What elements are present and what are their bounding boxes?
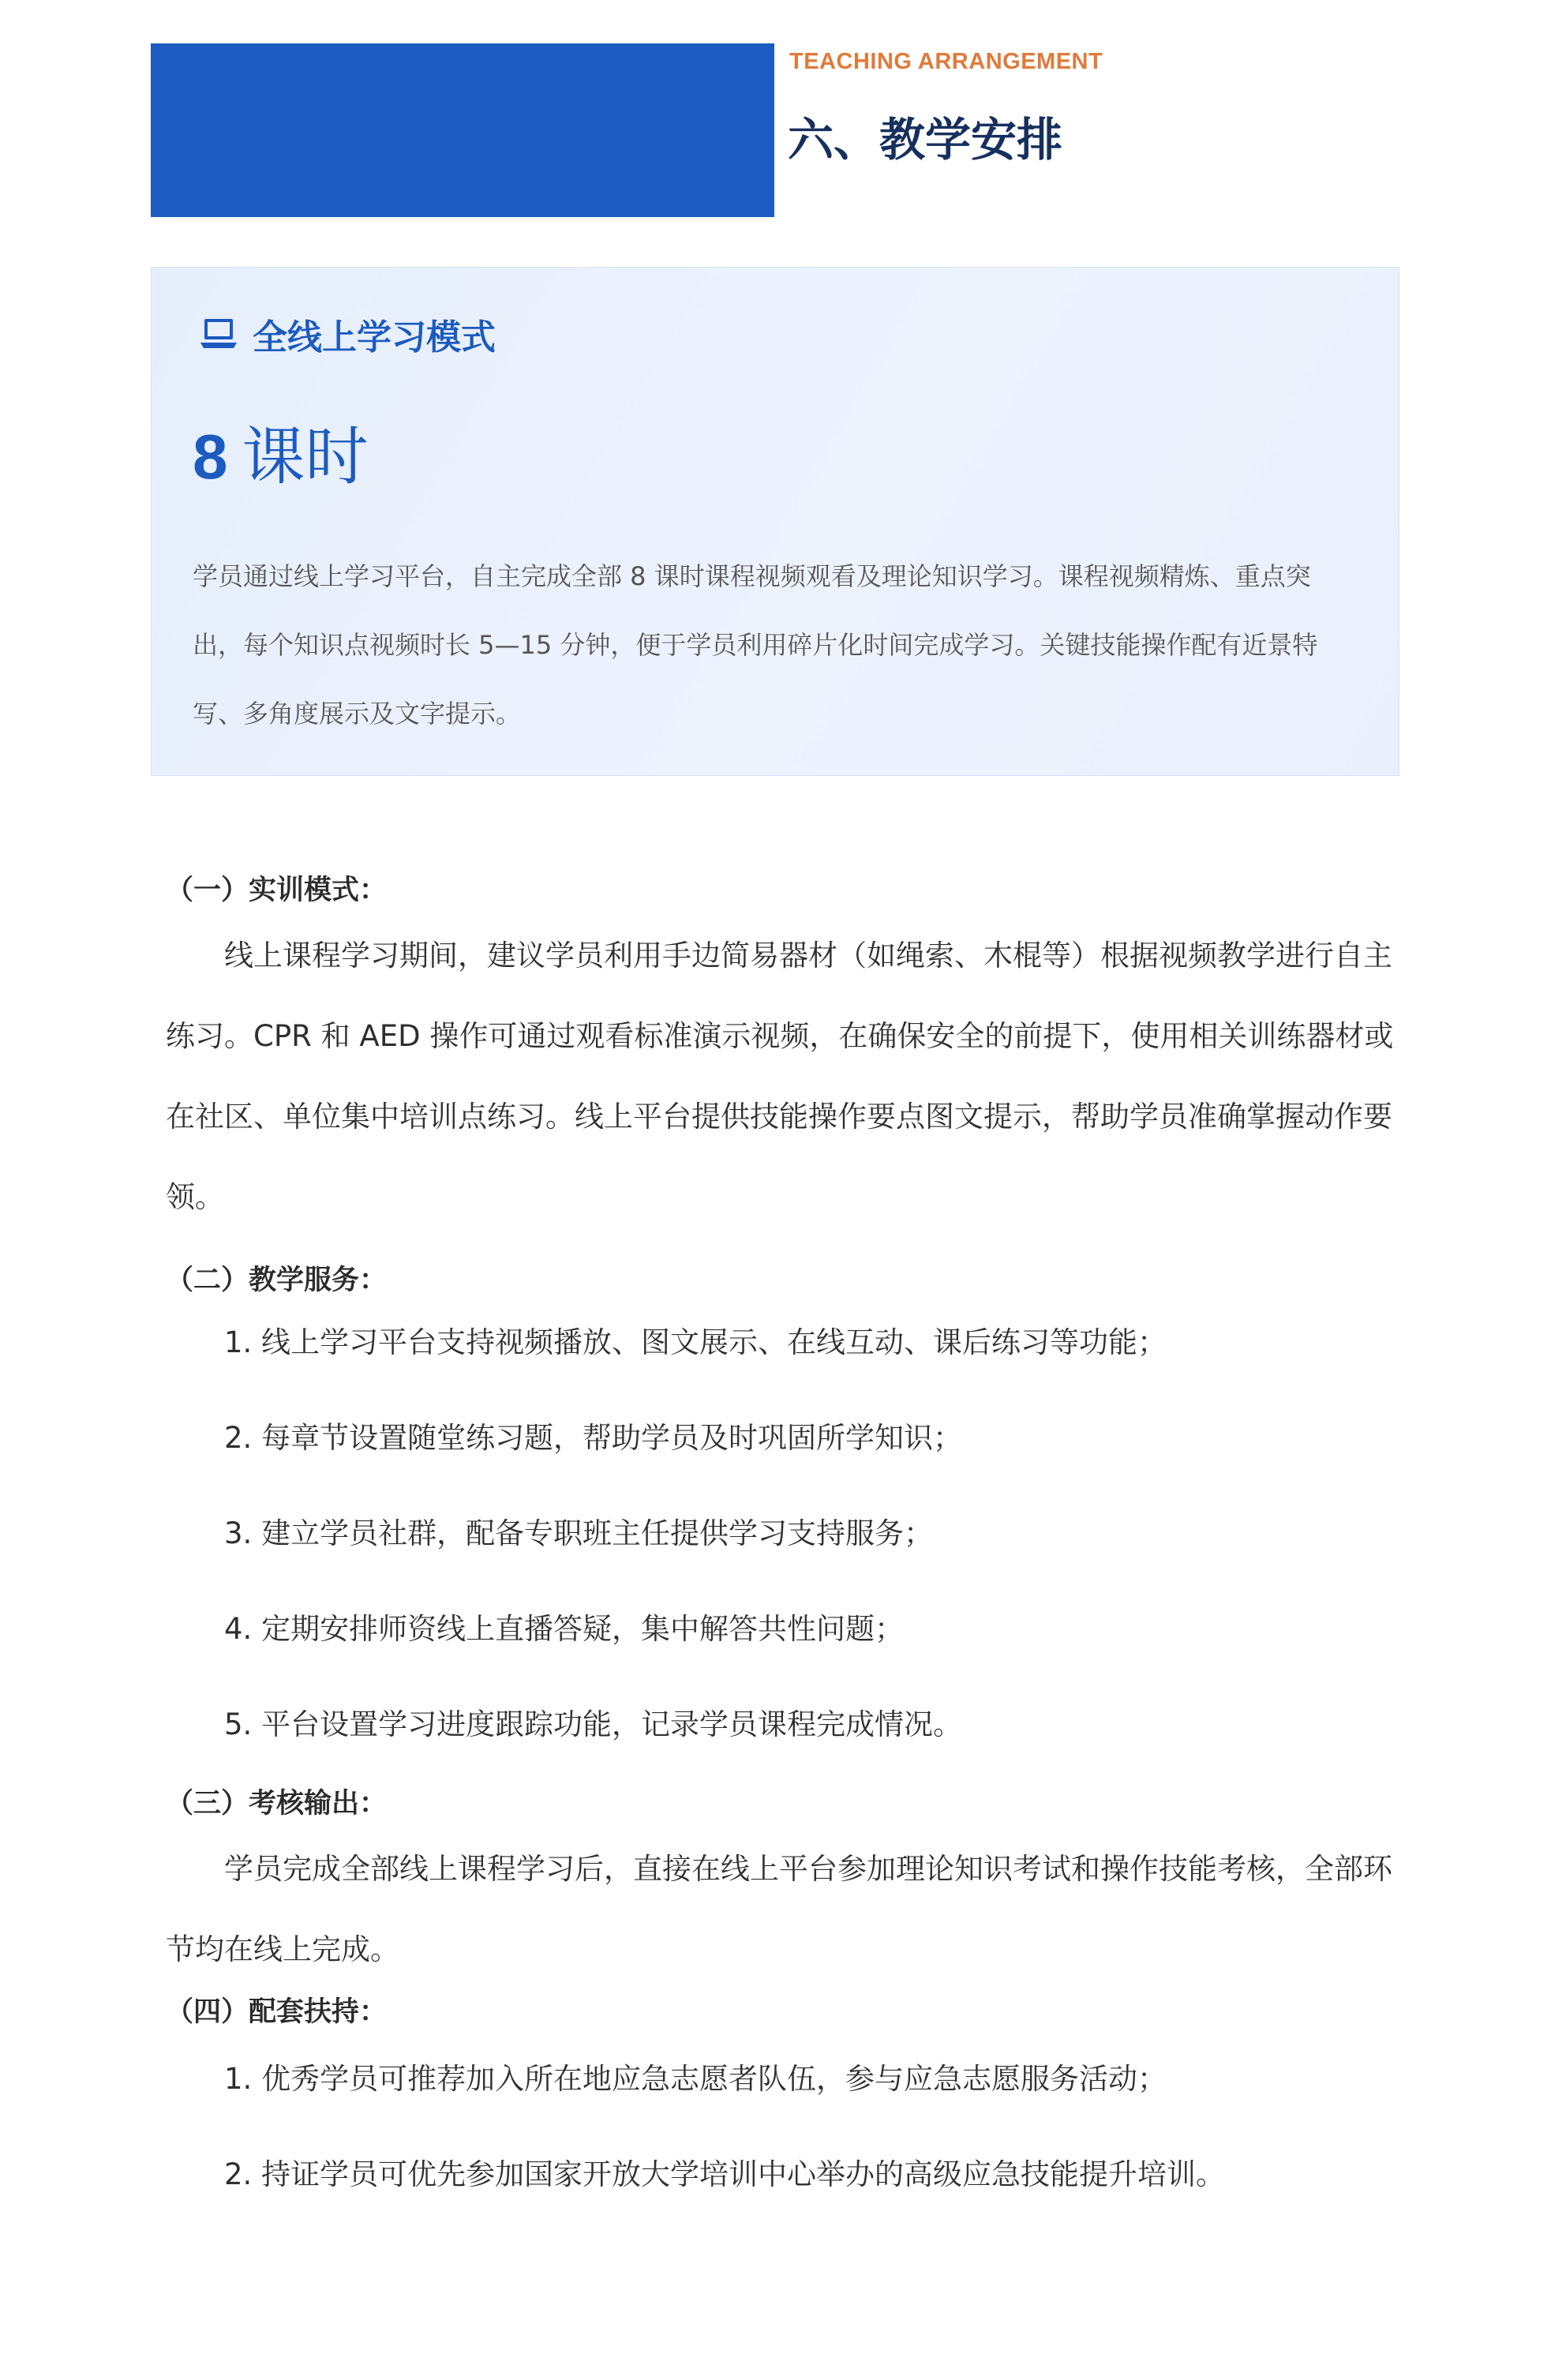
teaching-service-list <box>166 1295 1413 1772</box>
heading-assessment: （三）考核输出： <box>166 1788 388 1820</box>
heading-teaching-service: （二）教学服务： <box>166 1265 388 1296</box>
heading-training-mode: （一）实训模式： <box>166 875 388 906</box>
learning-mode-card <box>151 267 1399 776</box>
list-item: 2. 每章节设置随堂练习题，帮助学员及时巩固所学知识； <box>224 1421 963 1455</box>
main-content <box>166 868 1413 2222</box>
hours-unit: 课时 <box>242 420 369 493</box>
hours-number: 8 <box>193 422 228 492</box>
course-hours <box>193 406 369 497</box>
support-list <box>166 2031 1413 2222</box>
list-item: 4. 定期安排师资线上直播答疑，集中解答共性问题； <box>224 1612 905 1646</box>
card-description: 学员通过线上学习平台，自主完成全部 8 课时课程视频观看及理论知识学习。课程视频精炼、重点突出，每个知识点视频时长 5—15 分钟，便于学员利用碎片化时间完成学习。关键技能操作配有近景特写、多角度展示及文字提示。 <box>193 561 1318 729</box>
section-title: 六、教学安排 <box>788 113 1063 167</box>
list-item: 3. 建立学员社群，配备专职班主任提供学习支持服务； <box>224 1516 934 1550</box>
header-color-block <box>151 43 774 217</box>
list-item: 1. 优秀学员可推荐加入所在地应急志愿者队伍，参与应急志愿服务活动； <box>224 2062 1167 2096</box>
list-item: 1. 线上学习平台支持视频播放、图文展示、在线互动、课后练习等功能； <box>224 1325 1167 1359</box>
card-title: 全线上学习模式 <box>253 317 496 358</box>
laptop-icon <box>199 317 238 351</box>
card-title-row <box>199 309 496 359</box>
assessment-paragraph: 学员完成全部线上课程学习后，直接在线上平台参加理论知识考试和操作技能考核，全部环节均在线上完成。 <box>166 1852 1392 1966</box>
list-item: 2. 持证学员可优先参加国家开放大学培训中心举办的高级应急技能提升培训。 <box>224 2157 1226 2191</box>
heading-support: （四）配套扶持： <box>166 1996 388 2028</box>
list-item: 5. 平台设置学习进度跟踪功能，记录学员课程完成情况。 <box>224 1707 963 1741</box>
training-mode-paragraph: 线上课程学习期间，建议学员利用手边简易器材（如绳索、木棍等）根据视频教学进行自主练习。CPR 和 AED 操作可通过观看标准演示视频，在确保安全的前提下，使用相关训练器材或在社区、单位集中培训点练习。线上平台提供技能操作要点图文提示，帮助学员准确掌握动作要领。 <box>166 939 1394 1214</box>
section-title-english: TEACHING ARRANGEMENT <box>789 49 1103 74</box>
